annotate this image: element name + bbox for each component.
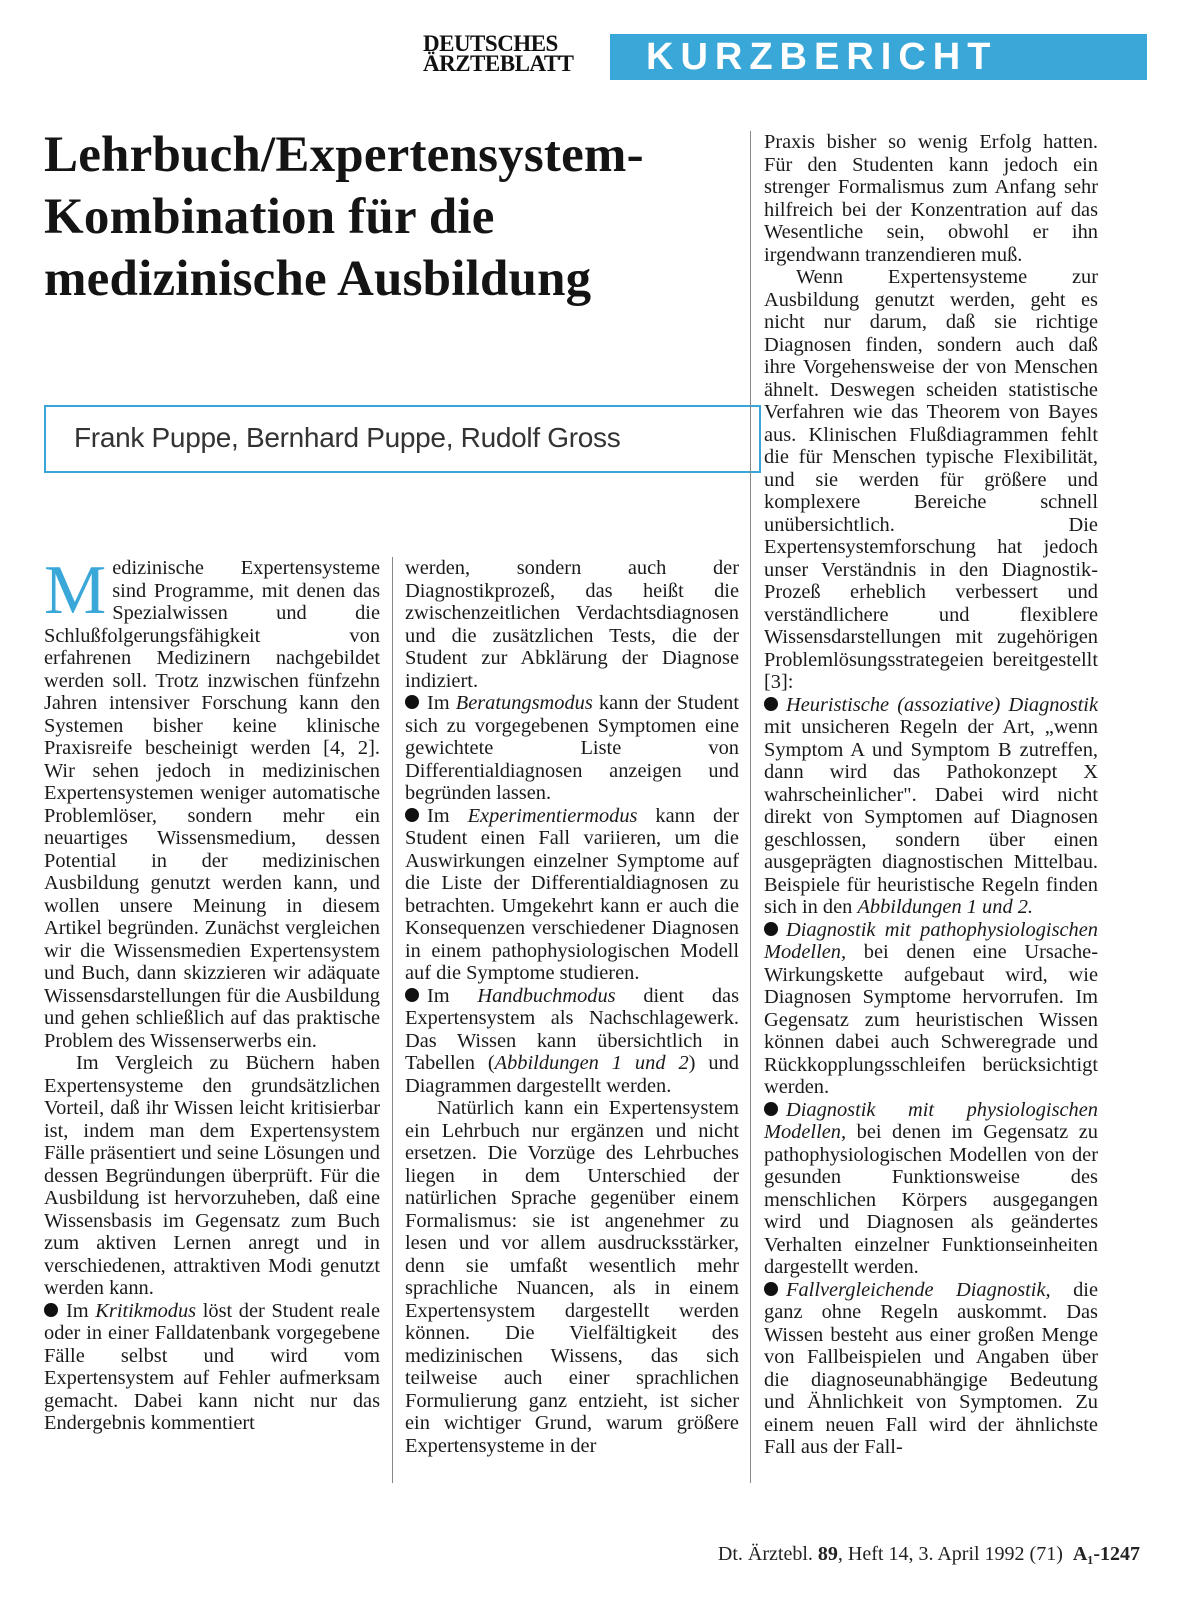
paragraph: Wenn Expertensysteme zur Ausbildung genutzt werden, geht es nicht nur darum, daß sie richtige Diagnosen finden, sondern auch daß ihre Vorgehensweise der von Menschen ähnelt. Deswegen scheiden statistische Verfahren wie das Theorem von Bayes aus. Klinischen Flußdiagrammen fehlt die für Menschen typische Flexibilität, und sie werden für größere und komplexere Bereiche schnell unübersichtlich. Die Expertensystemforschung hat jedoch unser Verständnis in den Diagnostik-Prozeß erheblich verbessert und verständlichere und flexiblere Wissensdarstellungen mit zugehörigen Problemlösungsstrategeien bereitgestellt [3]: bbox=[764, 266, 1098, 693]
method-term: Diagnostik mit physiologischen Modellen, bbox=[764, 1098, 1098, 1143]
bullet-icon bbox=[44, 1303, 58, 1317]
paragraph: Im Vergleich zu Büchern haben Expertensysteme den grundsätzlichen Vorteil, daß ihr Wissen leicht kritisierbar ist, indem man dem Expertensystem Fälle präsentiert und seine Lösungen und dessen Begründungen überprüft. Für die Ausbildung ist hervorzuheben, daß eine Wissensbasis im Gegensatz zum Buch zum aktiven Lernen anregt und in verschiedenen, attraktiven Modi genutzt werden kann. bbox=[44, 1052, 380, 1299]
brand-line-1: DEUTSCHES bbox=[423, 31, 558, 56]
bullet-item bbox=[764, 694, 1098, 919]
drop-cap: M bbox=[44, 552, 107, 629]
text-column-3 bbox=[764, 131, 1098, 1459]
text: löst der Student reale oder in einer Falldatenbank vorgegebene Fälle selbst und wird vom Expertensystem auf Fehler aufmerksam gemacht. Dabei kann nicht nur das Endergebnis kommentiert bbox=[44, 1299, 380, 1434]
text: Im bbox=[66, 1299, 96, 1322]
page-number: A₁-1247 bbox=[1072, 1543, 1140, 1565]
bullet-icon bbox=[405, 808, 419, 822]
bullet-icon bbox=[405, 988, 419, 1002]
bullet-item bbox=[764, 1279, 1098, 1459]
journal-brand bbox=[423, 31, 613, 76]
column-divider bbox=[750, 131, 751, 1483]
text: die ganz ohne Regeln auskommt. Das Wissen besteht aus einer großen Menge von Fallbeispielen und Angaben über die diagnoseunabhängige Bedeutung und Ähnlichkeit von Symptomen. Zu einem neuen Fall wird der ähnlichste Fall aus der Fall- bbox=[764, 1278, 1098, 1458]
masthead bbox=[423, 31, 1147, 80]
text: Im bbox=[427, 692, 456, 714]
page-footer bbox=[718, 1543, 1140, 1566]
text: bei denen im Gegensatz zu pathophysiologischen Modellen von der gesunden Funktionsweise des menschlichen Körpers ausgegangen wird und Diagnosen als geändertes Verhalten einzelner Funktionseinheiten dargestellt werden. bbox=[764, 1121, 1098, 1278]
title-line-3: medizinische Ausbildung bbox=[44, 251, 592, 307]
method-term: Diagnostik mit pathophysiologischen Modellen, bbox=[764, 918, 1098, 963]
bullet-item bbox=[405, 805, 739, 985]
text: ) und Diagrammen dargestellt werden. bbox=[405, 1052, 739, 1097]
mode-term: Handbuchmodus bbox=[477, 984, 616, 1007]
paragraph: Praxis bisher so wenig Erfolg hatten. Für den Studenten kann jedoch ein strenger Formalismus zum Anfang sehr hilfreich bei der Konzentration auf das Wesentliche sein, obwohl er ihn irgendwann tranzendieren muß. bbox=[764, 131, 1098, 266]
text: kann der Student sich zu vorgegebenen Symptomen eine gewichtete Liste von Differentialdiagnosen anzeigen und begründen lassen. bbox=[405, 692, 740, 804]
bullet-item bbox=[405, 985, 739, 1098]
bullet-item bbox=[44, 1300, 380, 1435]
journal-citation: Dt. Ärztebl. bbox=[717, 1543, 818, 1565]
text-column-2 bbox=[405, 557, 739, 1457]
section-banner bbox=[610, 34, 1147, 80]
text-column-1 bbox=[44, 552, 380, 1435]
text: mit unsicheren Regeln der Art, „wenn Symptom A und Symptom B zutreffen, dann wird das Pathokonzept X wahrscheinlicher". Dabei wird nicht direkt von Symptomen auf Diagnosen geschlossen, sondern über einen ausgeprägten diagnostischen Mittelbau. Beispiele für heuristische Regeln finden sich in den bbox=[764, 716, 1098, 918]
volume-number: 89 bbox=[817, 1543, 838, 1565]
bullet-item bbox=[764, 919, 1098, 1099]
bullet-item bbox=[405, 692, 739, 805]
bullet-item bbox=[764, 1099, 1098, 1279]
bullet-icon bbox=[764, 922, 778, 936]
article-title bbox=[44, 124, 764, 310]
text: kann der Student einen Fall variieren, um die Auswirkungen einzelner Symptome auf die Liste der Differentialdiagnosen zu betrachten. Umgekehrt kann er auch die Konsequenzen verschiedener Diagnosen in einem pathophysiologischen Modell auf die Symptome studieren. bbox=[405, 804, 739, 984]
authors-box bbox=[44, 405, 761, 473]
mode-term: Kritikmodus bbox=[95, 1299, 197, 1322]
bullet-icon bbox=[764, 1282, 778, 1296]
text: Im bbox=[427, 984, 478, 1007]
figure-reference: Abbildungen 1 und 2. bbox=[857, 896, 1034, 918]
text: dient das Expertensystem als Nachschlagewerk. Das Wissen kann übersichtlich in Tabellen ( bbox=[405, 984, 740, 1074]
bullet-icon bbox=[405, 695, 419, 709]
method-term: Heuristische (assoziative) Diagnostik bbox=[786, 693, 1098, 716]
paragraph: werden, sondern auch der Diagnostikprozeß, das heißt die zwischenzeitlichen Verdachtsdiagnosen und die zusätzlichen Tests, die der Student zur Abklärung der Diagnose indiziert. bbox=[405, 557, 739, 692]
bullet-icon bbox=[764, 1102, 778, 1116]
paragraph bbox=[44, 552, 380, 1052]
authors: Frank Puppe, Bernhard Puppe, Rudolf Gross bbox=[74, 422, 621, 453]
mode-term: Experimentiermodus bbox=[467, 804, 638, 827]
title-line-2: Kombination für die bbox=[44, 189, 495, 245]
title-line-1: Lehrbuch/Expertensystem- bbox=[44, 127, 644, 183]
method-term: Fallvergleichende Diagnostik, bbox=[786, 1278, 1051, 1301]
text: Im bbox=[427, 804, 468, 827]
figure-reference: Abbildungen 1 und 2 bbox=[494, 1052, 689, 1074]
mode-term: Beratungsmodus bbox=[455, 692, 593, 714]
text: bei denen eine Ursache-Wirkungskette aufgebaut wird, wie Diagnosen Symptome hervorrufen. Im Gegensatz zum heuristischen Wissen können dabei auch Schweregrade und Rückkopplungsschleifen berücksichtigt werden. bbox=[764, 941, 1098, 1098]
section-label: KURZBERICHT bbox=[646, 36, 998, 78]
issue-info: , Heft 14, 3. April 1992 (71) bbox=[837, 1543, 1063, 1565]
bullet-icon bbox=[764, 697, 778, 711]
column-divider bbox=[392, 557, 393, 1483]
paragraph: Natürlich kann ein Expertensystem ein Lehrbuch nur ergänzen und nicht ersetzen. Die Vorzüge des Lehrbuches liegen in dem Unterschied der natürlichen Sprache gegenüber einem Formalismus: sie ist angenehmer zu lesen und vor allem ausdrucksstärker, denn sie umfaßt wesentlich mehr sprachliche Nuancen, als in einem Expertensystem dargestellt werden können. Die Vielfältigkeit des medizinischen Wissens, das sich teilweise auch einer sprachlichen Formulierung ganz entzieht, ist sicher ein wichtiger Grund, warum größere Expertensysteme in der bbox=[405, 1097, 739, 1457]
brand-line-2: ÄRZTEBLATT bbox=[423, 51, 574, 76]
paragraph-text: edizinische Expertensysteme sind Programme, mit denen das Spezialwissen und die Schlußfolgerungsfähigkeit von erfahrenen Medizinern nachgebildet werden soll. Trotz inzwischen fünfzehn Jahren intensiver Forschung kann den Systemen bisher keine klinische Praxisreife bescheinigt werden [4, 2]. Wir sehen jedoch in medizinischen Expertensystemen weniger automatische Problemlöser, sondern mehr ein neuartiges Wissensmedium, dessen Potential in der medizinischen Ausbildung genutzt werden kann, und wollen unsere Meinung in diesem Artikel begründen. Zunächst vergleichen wir die Wissensmedien Expertensystem und Buch, dann skizzieren wir adäquate Wissensdarstellungen für die Ausbildung und gehen schließlich auf das praktische Problem des Wissenserwerbs ein. bbox=[44, 557, 380, 1052]
